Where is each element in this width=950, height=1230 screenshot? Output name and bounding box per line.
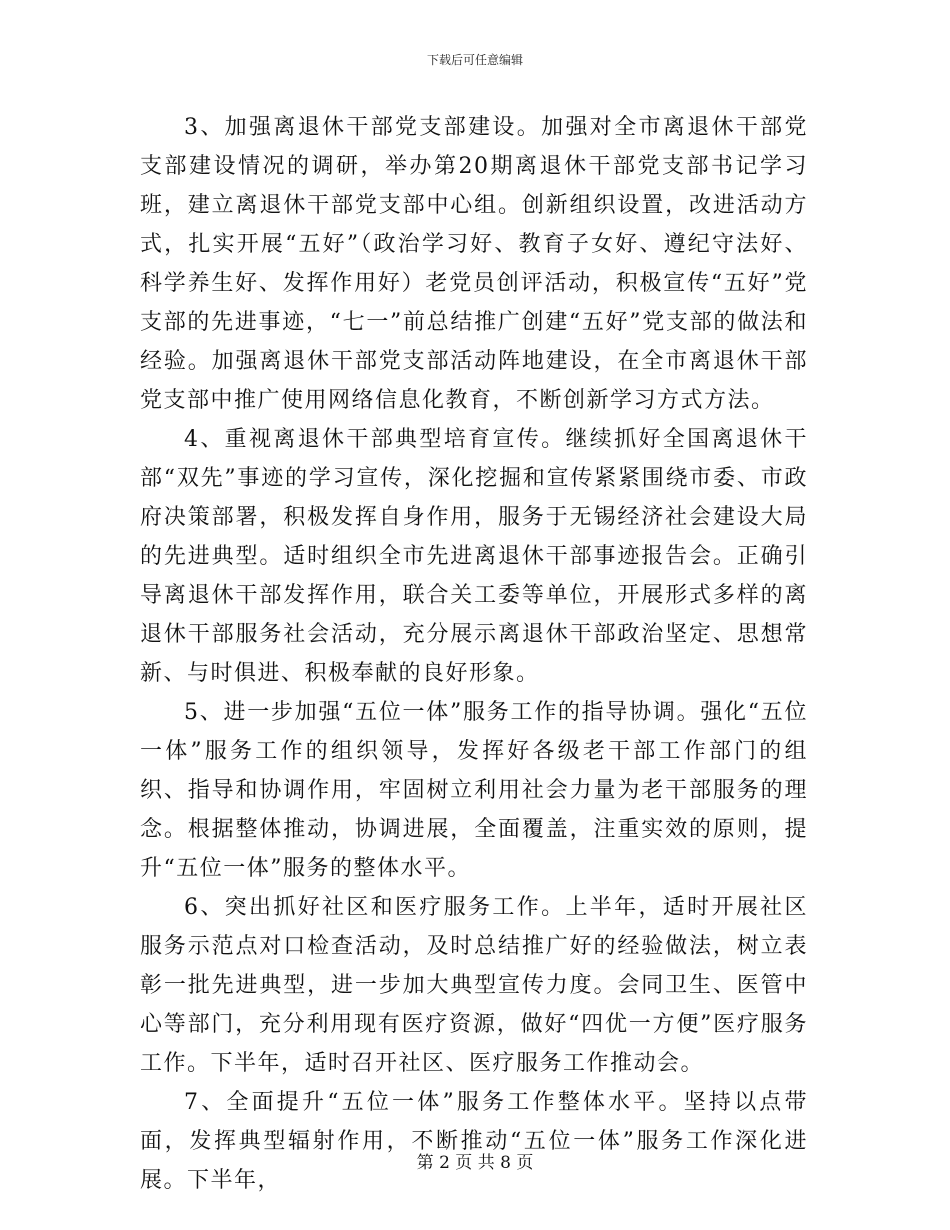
paragraph-7: 7、全面提升“五位一体”服务工作整体水平。坚持以点带面，发挥典型辐射作用，不断推动“五位一体”服务工作深化进展。下半年， <box>140 1090 808 1193</box>
page-header: 下载后可任意编辑 <box>426 53 523 67</box>
paragraph-6: 6、突出抓好社区和医疗服务工作。上半年，适时开展社区服务示范点对口检查活动，及时总结推广好的经验做法，树立表彰一批先进典型，进一步加大典型宣传力度。会同卫生、医管中心等部门，充分利用现有医疗资源，做好“四优一方便”医疗服务工作。下半年，适时召开社区、医疗服务工作推动会。 <box>140 895 808 1076</box>
paragraph-3: 3、加强离退休干部党支部建设。加强对全市离退休干部党支部建设情况的调研，举办第20期离退休干部党支部书记学习班，建立离退休干部党支部中心组。创新组织设置，改进活动方式，扎实开展“五好”（政治学习好、教育子女好、遵纪守法好、科学养生好、发挥作用好）老党员创评活动，积极宣传“五好”党支部的先进事迹，“七一”前总结推广创建“五好”党支部的做法和经验。加强离退休干部党支部活动阵地建设，在全市离退休干部党支部中推广使用网络信息化教育，不断创新学习方式方法。 <box>140 115 808 413</box>
paragraph-5: 5、进一步加强“五位一体”服务工作的指导协调。强化“五位一体”服务工作的组织领导，发挥好各级老干部工作部门的组织、指导和协调作用，牢固树立利用社会力量为老干部服务的理念。根据整体推动，协调进展，全面覆盖，注重实效的原则，提升“五位一体”服务的整体水平。 <box>140 700 808 881</box>
document-body <box>140 108 808 1200</box>
paragraph-4: 4、重视离退休干部典型培育宣传。继续抓好全国离退休干部“双先”事迹的学习宣传，深化挖掘和宣传紧紧围绕市委、市政府决策部署，积极发挥自身作用，服务于无锡经济社会建设大局的先进典型。适时组织全市先进离退休干部事迹报告会。正确引导离退休干部发挥作用，联合关工委等单位，开展形式多样的离退休干部服务社会活动，充分展示离退休干部政治坚定、思想常新、与时俱进、积极奉献的良好形象。 <box>140 427 808 686</box>
page-number-footer: 第 2 页 共 8 页 <box>416 1153 534 1173</box>
